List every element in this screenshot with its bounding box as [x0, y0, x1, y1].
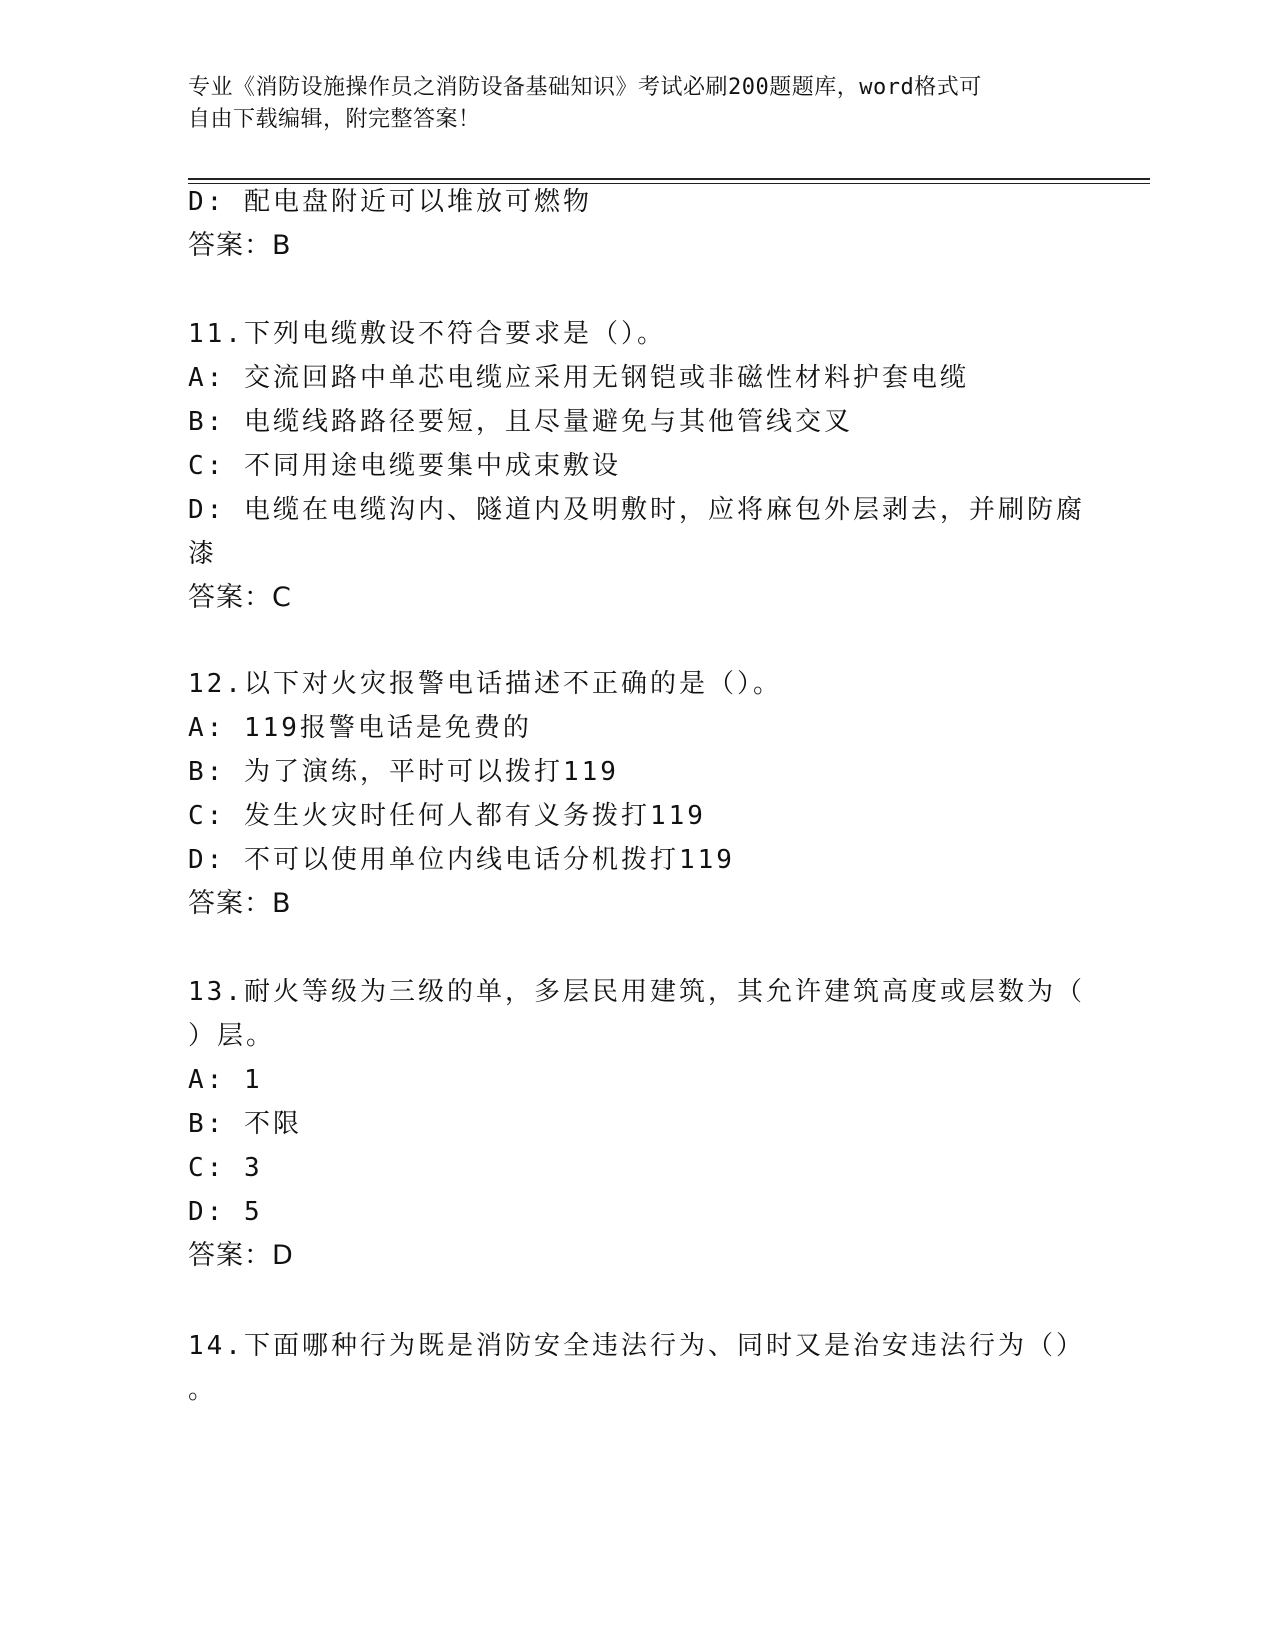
q12-option-b: B: 为了演练，平时可以拨打119 [188, 757, 619, 787]
q12-answer: 答案：B [188, 888, 292, 919]
q10-answer: 答案：B [188, 230, 292, 261]
q11-option-c: C: 不同用途电缆要集中成束敷设 [188, 451, 621, 481]
document-header [188, 72, 1068, 136]
q11-option-d-continued: 漆 [188, 539, 218, 569]
q12-option-c: C: 发生火灾时任何人都有义务拨打119 [188, 801, 706, 831]
header-line-2: 自由下载编辑，附完整答案！ [188, 107, 481, 132]
header-divider-thin [188, 183, 1150, 184]
q11-answer: 答案：C [188, 582, 292, 613]
q11-option-d: D: 电缆在电缆沟内、隧道内及明敷时，应将麻包外层剥去，并刷防腐 [188, 495, 1085, 525]
q11-option-b: B: 电缆线路路径要短，且尽量避免与其他管线交叉 [188, 407, 853, 437]
q12-option-d: D: 不可以使用单位内线电话分机拨打119 [188, 845, 735, 875]
q11-option-a: A: 交流回路中单芯电缆应采用无钢铠或非磁性材料护套电缆 [188, 363, 969, 393]
q13-question-continued: ）层。 [188, 1021, 276, 1051]
q13-option-c: C: 3 [188, 1153, 263, 1183]
q13-option-d: D: 5 [188, 1197, 263, 1227]
q14-question: 14.下面哪种行为既是消防安全违法行为、同时又是治安违法行为（） [188, 1331, 1085, 1361]
q11-question: 11.下列电缆敷设不符合要求是（）。 [188, 319, 666, 349]
header-line-1: 专业《消防设施操作员之消防设备基础知识》考试必刷200题题库，word格式可 [188, 75, 982, 100]
q13-answer: 答案：D [188, 1240, 294, 1271]
header-divider-thick [188, 178, 1150, 180]
q13-option-a: A: 1 [188, 1065, 263, 1095]
q13-option-b: B: 不限 [188, 1109, 302, 1139]
q14-question-continued: 。 [188, 1375, 218, 1405]
q12-option-a: A: 119报警电话是免费的 [188, 713, 532, 743]
q10-option-d: D: 配电盘附近可以堆放可燃物 [188, 187, 592, 217]
q13-question: 13.耐火等级为三级的单，多层民用建筑，其允许建筑高度或层数为（ [188, 977, 1085, 1007]
q12-question: 12.以下对火灾报警电话描述不正确的是（）。 [188, 669, 782, 699]
